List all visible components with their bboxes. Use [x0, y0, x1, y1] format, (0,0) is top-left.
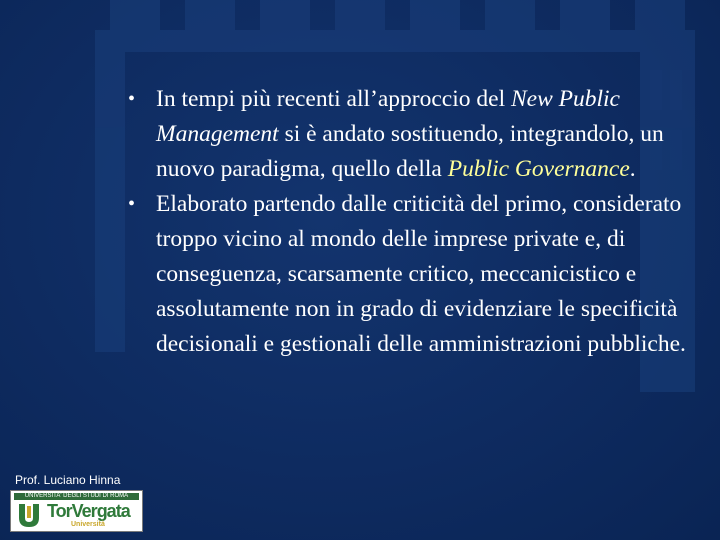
- bullet-1-term-governance: Public Governance: [447, 156, 630, 182]
- bullet-1-part-5: .: [629, 156, 636, 182]
- bullet-marker: •: [128, 88, 136, 110]
- university-logo: [10, 490, 143, 532]
- bullet-2: [128, 187, 688, 362]
- logo-top-text: UNIVERSITA' DEGLI STUDI DI ROMA: [14, 493, 139, 500]
- bullet-text: [156, 187, 688, 362]
- bullet-1: [128, 82, 688, 187]
- logo-emblem-icon: [15, 502, 43, 529]
- bullet-1-term-npm: New Public Management: [156, 86, 620, 147]
- slide-body: [128, 82, 688, 362]
- bullet-marker: •: [128, 193, 136, 215]
- bullet-text: [156, 82, 688, 187]
- bullet-1-part-3: si è andato sostituendo, integrandolo, un nuovo paradigma, quello della: [156, 121, 664, 182]
- bullet-1-part-1: In tempi più recenti all’approccio del: [156, 86, 511, 112]
- bullet-2-part-1: Elaborato partendo dalle criticità del primo, considerato troppo vicino al mondo delle imprese private e, di conseguenza, scarsamente critico, meccanicistico e assolutamente non in grado di evidenziare le specificità decisionali e gestionali delle amministrazioni pubbliche.: [156, 191, 686, 357]
- author-label: Prof. Luciano Hinna: [15, 473, 121, 487]
- logo-name: TorVergata: [47, 501, 130, 521]
- logo-subtitle: Università: [71, 521, 105, 528]
